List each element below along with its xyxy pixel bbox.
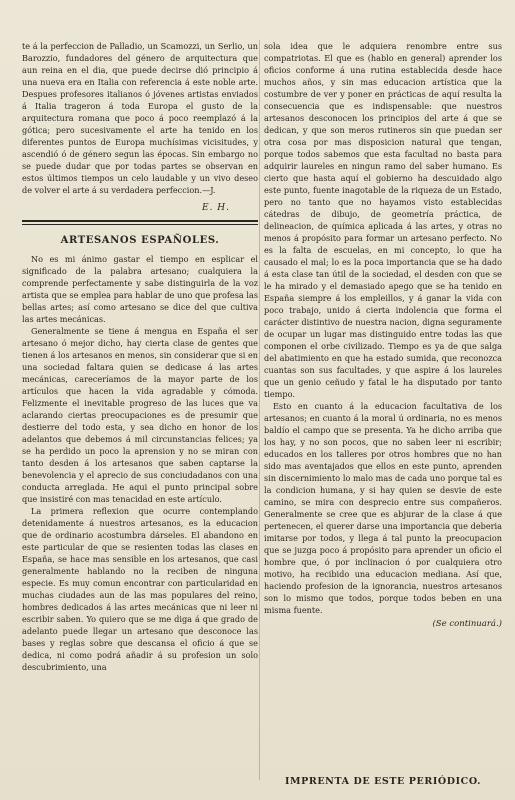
left-column <box>22 40 258 673</box>
signature: E. H. <box>201 203 230 213</box>
column-divider <box>259 40 260 780</box>
section-rule <box>22 220 258 225</box>
article-paragraph: Esto en cuanto á la educacion facultativa de los artesanos; en cuanto á la moral ú ordinaria, no es menos baldío el campo que se presenta. Ya he dicho arriba que los hay, y no son pocos, que no saben leer ni escribir; educados en los talleres por otros hombres que no han sido mas aventajados que ellos en este punto, aprenden sin discernimiento lo malo mas de cada uno porque tal es la condicion humana, y si hay quien se desvie de este camino, se mira con desprecio entre sus compañeros. Generalmente se cree que es abjurar de la clase á que pertenecen, el querer darse una importancia que deberia imitarse por todos, y llega á tal punto la preocupacion que se juzga poco á propósito para aprender un oficio el hombre que, ó por inclinacion ó por cualquiera otro motivo, ha recibido una educacion mediana. Así que, haciendo profesion de la ignorancia, nuestros artesanos son lo mismo que todos, porque todos beben en una misma fuente. <box>264 401 502 615</box>
article-paragraph: No es mi ánimo gastar el tiempo en esplicar el significado de la palabra artesano; cualquiera la comprende perfectamente y sabe distinguirla de la voz artista que se emplea para hablar de uno que profesa las bellas artes; así como artesano se dice del que cultiva las artes mecánicas. <box>22 254 258 324</box>
intro-paragraph: te á la perfeccion de Palladio, un Scamozzi, un Serlio, un Barozzio, fundadores del género de arquitectura que aun reina en el dia, que puede decirse dió principio á una nueva era en Italia con referencia á este noble arte. Despues profesores italianos ó jóvenes artistas enviados á Italia trageron á toda Europa el gusto de la arquitectura romana que poco á poco reemplazó á la gótica; pero sucesivamente el arte ha tenido en los diferentes puntos de Europa muchísimas vicisitudes, y ascendió ó de género segun las épocas. Sin embargo no se puede dudar que por todas partes se observan en estos últimos tiempos un celo laudable y un vivo deseo de volver el arte á su verdadera perfeccion.—J. <box>22 41 258 195</box>
article-paragraph: Generalmente se tiene á mengua en España el ser artesano ó mejor dicho, hay cierta clase de gentes que tienen á los artesanos en menos, sin considerar que si en una sociedad faltara quien se dedicase á las artes mecánicas, careceríamos de la mayor parte de los artículos que hacen la vida agradable y cómoda. Felizmente el inevitable progreso de las luces que va aclarando ciertas preocupaciones es de presumir que destierre del todo esta, y sea dicho en honor de los adelantos que debemos á mil circunstancias felices; ya se ha perdido un poco la aprension y no se miran con tanto desden á los artesanos que saben captarse la benevolencia y el aprecio de sus conciudadanos con una conducta arreglada. He aqui el punto principal sobre que insistiré con mas tenacidad en este artículo. <box>22 326 258 504</box>
article-paragraph: La primera reflexion que ocurre contemplando detenidamente á nuestros artesanos, es la educacion que de ordinario acostumbra dárseles. El abandono en este particular de que se resienten todas las clases en España, se hace mas sensible en los artesanos, que casi generalmente hablando no la reciben de ninguna especie. Es muy comun encontrar con particularidad en muchas ciudades aun de las mas populares del reino, hombres dedicados á las artes mecánicas que ni leer ni escribir saben. Yo quiero que se me diga á que grado de adelanto puede llegar un artesano que desconoce las bases y reglas sobre que descansa el oficio á que se dedica, ni como podrá añadir á su profesion un solo descubrimiento, una <box>22 506 258 672</box>
continuation-note: (Se continuará.) <box>432 619 502 629</box>
article-paragraph: sola idea que le adquiera renombre entre sus compatriotas. El que es (hablo en general) aprender los oficios conforme á una rutina establecida desde hace muchos años, y sin mas educacion artística que la costumbre de ver y poner en prácticas de aquí resulta la consecuencia que es indispensable: que nuestros artesanos desconocen los principios del arte á que se dedican, y que son meros rutineros sin que puedan ser otra cosa por mas disposicion natural que tengan, porque todos sabemos que esta facultad no basta para adquirir laureles en ningun ramo del saber humano. Es cierto que hasta aquí el gobierno ha descuidado algo este punto, fuente inagotable de la riqueza de un Estado, pero no tanto que no hayamos visto establecidas cátedras de dibujo, de geometría práctica, de delineacion, de química aplicada á las artes, y otras no menos á propósito para formar un artesano perfecto. No es la falta de escuelas, en mi concepto, lo que ha causado el mal; lo es la poca importancia que se ha dado á esta clase tan útil de la sociedad, el desden con que se le ha mirado y el demasiado apego que se ha tenido en España siempre á los empleillos, y á ganar la vida con poco trabajo, unido á cierta indolencia que forma el carácter distintivo de nuestra nacion, digna seguramente de ocupar un lugar mas distinguido entre todas las que componen el orbe civilizado. Tiempo es ya de que salga del abatimiento en que ha estado sumida, que reconozca cuantas son sus facultades, y que aspire á los laureles que un genio ceñudo y fatal le ha disputado por tanto tiempo. <box>264 41 502 399</box>
right-column <box>264 40 502 630</box>
imprint-line: IMPRENTA DE ESTE PERIÓDICO. <box>284 776 482 787</box>
article-heading: ARTESANOS ESPAÑOLES. <box>60 235 220 246</box>
